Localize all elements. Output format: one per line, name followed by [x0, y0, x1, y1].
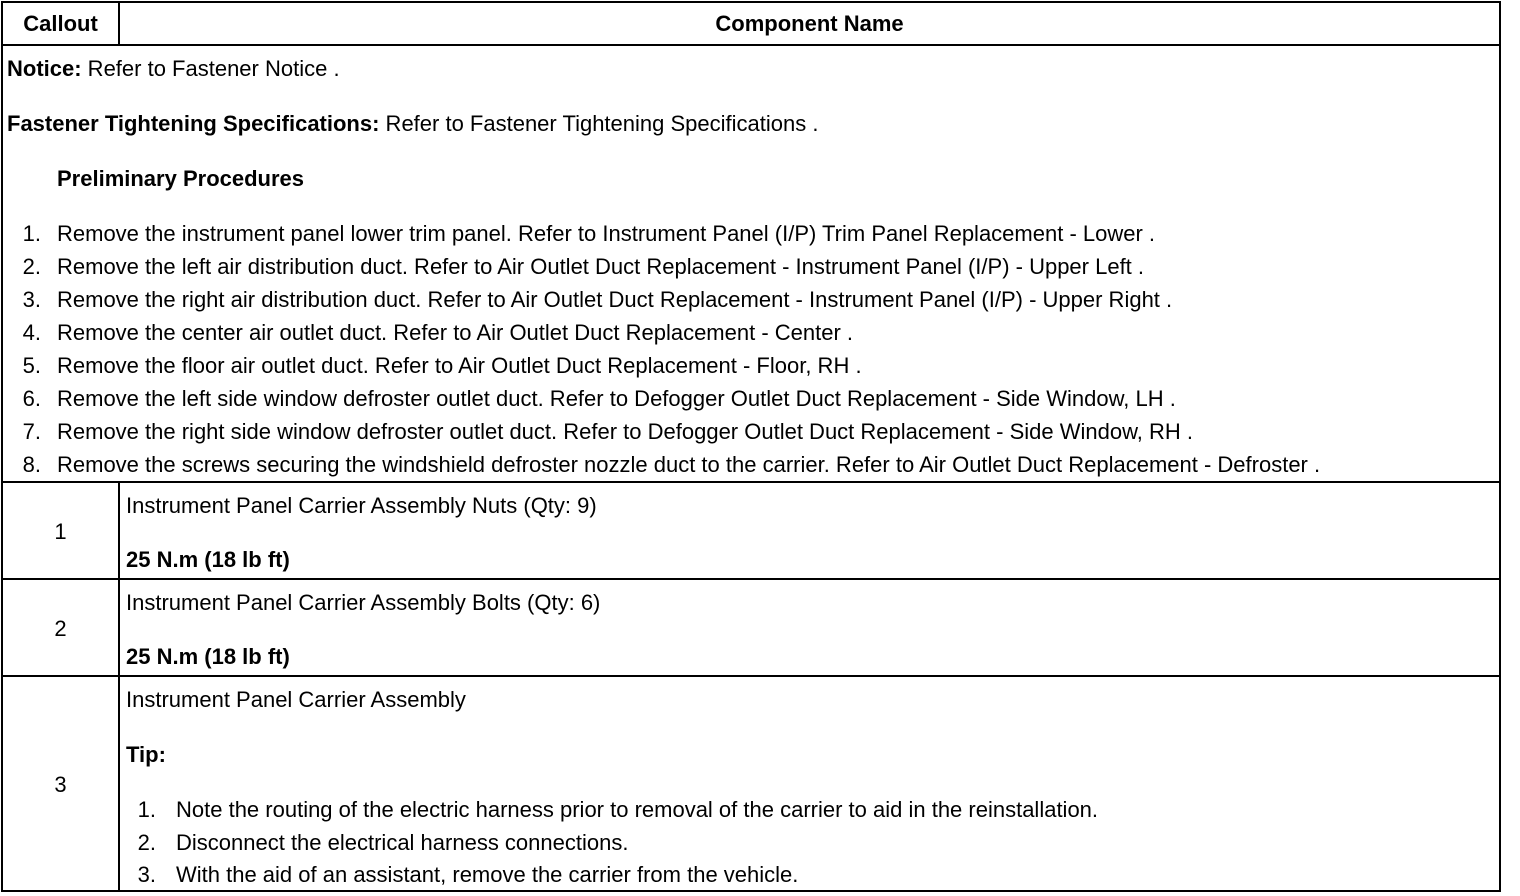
callout-number: 2: [54, 615, 67, 641]
table-header-row: [3, 3, 1499, 44]
step-text: Remove the left side window defroster outlet duct. Refer to Defogger Outlet Duct Replacement - Side Window, LH .: [57, 386, 1176, 411]
notes-row: [3, 44, 1499, 483]
component-table: [1, 1, 1501, 892]
component-name: Instrument Panel Carrier Assembly Nuts (Qty: 9): [126, 493, 597, 518]
step-text: Remove the floor air outlet duct. Refer to Air Outlet Duct Replacement - Floor, RH .: [57, 353, 862, 378]
component-cell: [120, 580, 1499, 677]
torque-spec: 25 N.m (18 lb ft): [126, 644, 290, 669]
callout-cell: [3, 677, 120, 892]
step-number: 4.: [22, 320, 41, 345]
table-row: [3, 675, 1499, 892]
header-component-cell: [120, 3, 1499, 44]
step-text: Remove the screws securing the windshield defroster nozzle duct to the carrier. Refer to Air Outlet Duct Replacement - Defroster .: [57, 452, 1321, 477]
component-name: Instrument Panel Carrier Assembly: [126, 687, 466, 712]
step-number: 7.: [22, 419, 41, 444]
notice-line: [7, 56, 340, 82]
tip-number: 1.: [137, 797, 156, 822]
step-number: 5.: [22, 353, 41, 378]
spec-label: Fastener Tightening Specifications:: [7, 111, 380, 136]
tip-label: Tip:: [126, 742, 166, 767]
table-row: [3, 481, 1499, 580]
table-row: [3, 578, 1499, 677]
step-number: 6.: [22, 386, 41, 411]
step-text: Remove the center air outlet duct. Refer to Air Outlet Duct Replacement - Center .: [57, 320, 854, 345]
step-number: 1.: [22, 221, 41, 246]
spec-text: Refer to Fastener Tightening Specifications .: [379, 111, 819, 136]
torque-spec: 25 N.m (18 lb ft): [126, 547, 290, 572]
step-number: 2.: [22, 254, 41, 279]
tip-text: Note the routing of the electric harness prior to removal of the carrier to aid in the reinstallation.: [176, 797, 1099, 822]
callout-number: 1: [54, 518, 67, 544]
step-text: Remove the left air distribution duct. Refer to Air Outlet Duct Replacement - Instrument Panel (I/P) - Upper Left .: [57, 254, 1145, 279]
prelim-title: Preliminary Procedures: [57, 166, 305, 191]
header-callout: Callout: [23, 10, 98, 36]
tip-text: Disconnect the electrical harness connections.: [176, 830, 629, 855]
spec-line: [7, 111, 818, 137]
tip-text: With the aid of an assistant, remove the carrier from the vehicle.: [176, 862, 799, 887]
tip-number: 3.: [137, 862, 156, 887]
step-text: Remove the right air distribution duct. Refer to Air Outlet Duct Replacement - Instrument Panel (I/P) - Upper Right .: [57, 287, 1173, 312]
component-name: Instrument Panel Carrier Assembly Bolts (Qty: 6): [126, 590, 601, 615]
callout-number: 3: [54, 771, 67, 797]
component-cell: [120, 677, 1499, 892]
step-number: 3.: [22, 287, 41, 312]
header-callout-cell: [3, 3, 120, 44]
callout-cell: [3, 483, 120, 580]
tip-number: 2.: [137, 830, 156, 855]
callout-cell: [3, 580, 120, 677]
step-text: Remove the instrument panel lower trim panel. Refer to Instrument Panel (I/P) Trim Panel Replacement - Lower .: [57, 221, 1156, 246]
step-number: 8.: [22, 452, 41, 477]
notice-label: Notice:: [7, 56, 82, 81]
component-cell: [120, 483, 1499, 580]
notice-text: Refer to Fastener Notice .: [81, 56, 340, 81]
header-component-name: Component Name: [715, 10, 904, 36]
step-text: Remove the right side window defroster outlet duct. Refer to Defogger Outlet Duct Replacement - Side Window, RH .: [57, 419, 1193, 444]
